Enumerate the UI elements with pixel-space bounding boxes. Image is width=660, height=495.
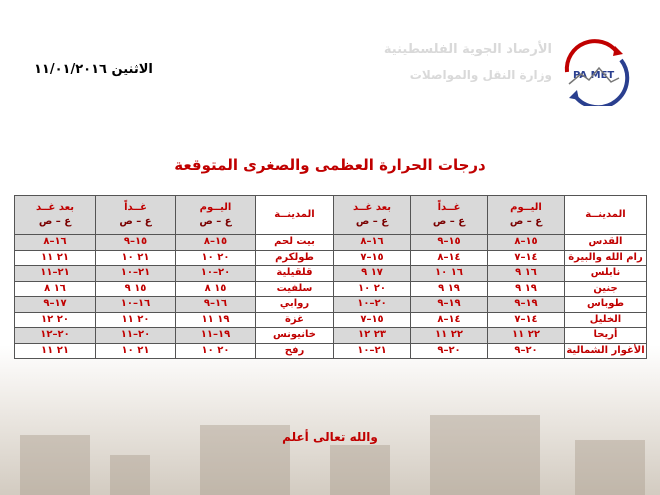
tomorrow-temp-cell: ٢٢ ١١	[411, 328, 488, 344]
today-temp-cell: ١٩–٩	[488, 297, 565, 313]
today-temp-cell: ١٤–٧	[488, 312, 565, 328]
forecast-date: الاثنين ١١/٠١/٢٠١٦	[34, 62, 153, 77]
city-cell: طوباس	[565, 297, 647, 313]
after-tomorrow-temp-cell: ١٥–٧	[334, 250, 411, 266]
today-temp-cell: ١٩ ٩	[488, 281, 565, 297]
table-row	[15, 235, 647, 251]
today-temp-cell: ٢٠ ١٠	[176, 343, 256, 359]
today-temp-cell: ٢٠ ١٠	[176, 250, 256, 266]
today-temp-cell: ٢٠–١٠	[176, 266, 256, 282]
table-row	[15, 281, 647, 297]
tomorrow-temp-cell: ٢٠–١١	[96, 328, 176, 344]
background-building	[575, 440, 645, 495]
col-city: المدينــة	[256, 196, 334, 235]
pamet-logo-icon	[555, 34, 635, 106]
today-temp-cell: ٢٠–٩	[488, 343, 565, 359]
tomorrow-temp-cell: ٢١ ١٠	[96, 343, 176, 359]
col-after-tomorrow: بعد غــد ع – ص	[15, 196, 96, 235]
today-temp-cell: ١٩–١١	[176, 328, 256, 344]
city-cell: أريحا	[565, 328, 647, 344]
temperature-table	[14, 195, 647, 359]
table-row	[15, 297, 647, 313]
header	[0, 30, 660, 110]
today-temp-cell: ١٥ ٨	[176, 281, 256, 297]
background-city-photo	[0, 345, 660, 495]
table-header-row	[15, 196, 647, 235]
tomorrow-temp-cell: ١٩ ٩	[411, 281, 488, 297]
tomorrow-temp-cell: ١٤–٨	[411, 312, 488, 328]
today-temp-cell: ١٤–٧	[488, 250, 565, 266]
today-temp-cell: ١٩ ١١	[176, 312, 256, 328]
after-tomorrow-temp-cell: ١٧ ٩	[334, 266, 411, 282]
after-tomorrow-temp-cell: ٢١–١١	[15, 266, 96, 282]
city-cell: الأغوار الشمالية	[565, 343, 647, 359]
tomorrow-temp-cell: ١٩–٩	[411, 297, 488, 313]
background-building	[110, 455, 150, 495]
tomorrow-temp-cell: ٢١–١٠	[96, 266, 176, 282]
city-cell: رام الله والبيرة	[565, 250, 647, 266]
page-title: درجات الحرارة العظمى والصغرى المتوقعة	[174, 156, 486, 174]
col-tomorrow: غــداً ع – ص	[96, 196, 176, 235]
after-tomorrow-temp-cell: ٢١–١٠	[334, 343, 411, 359]
col-today: اليــوم ع – ص	[176, 196, 256, 235]
after-tomorrow-temp-cell: ٢٠ ١٢	[15, 312, 96, 328]
city-cell: روابي	[256, 297, 334, 313]
tomorrow-temp-cell: ١٥–٩	[96, 235, 176, 251]
after-tomorrow-temp-cell: ٢١ ١١	[15, 343, 96, 359]
col-city: المدينــة	[565, 196, 647, 235]
city-cell: قلقيلية	[256, 266, 334, 282]
tomorrow-temp-cell: ١٦ ١٠	[411, 266, 488, 282]
tomorrow-temp-cell: ٢٠ ١١	[96, 312, 176, 328]
logo-text: PA MET	[573, 70, 615, 81]
after-tomorrow-temp-cell: ٢٣ ١٢	[334, 328, 411, 344]
background-building	[430, 415, 540, 495]
city-cell: بيت لحم	[256, 235, 334, 251]
city-cell: سلفيت	[256, 281, 334, 297]
after-tomorrow-temp-cell: ١٦–٨	[334, 235, 411, 251]
tomorrow-temp-cell: ١٦–١٠	[96, 297, 176, 313]
tomorrow-temp-cell: ١٥ ٩	[96, 281, 176, 297]
today-temp-cell: ١٦–٩	[176, 297, 256, 313]
city-cell: طولكرم	[256, 250, 334, 266]
city-cell: القدس	[565, 235, 647, 251]
today-temp-cell: ١٥–٨	[176, 235, 256, 251]
table-row	[15, 328, 647, 344]
after-tomorrow-temp-cell: ٢٠ ١٠	[334, 281, 411, 297]
after-tomorrow-temp-cell: ٢١ ١١	[15, 250, 96, 266]
tomorrow-temp-cell: ١٥–٩	[411, 235, 488, 251]
ministry-name: وزارة النقل والمواصلات	[409, 68, 552, 82]
city-cell: جنين	[565, 281, 647, 297]
col-today: اليــوم ع – ص	[488, 196, 565, 235]
closing-note: والله تعالى أعلم	[282, 430, 378, 444]
table-row	[15, 312, 647, 328]
col-tomorrow: غــداً ع – ص	[411, 196, 488, 235]
tomorrow-temp-cell: ١٤–٨	[411, 250, 488, 266]
city-cell: غزة	[256, 312, 334, 328]
city-cell: رفح	[256, 343, 334, 359]
today-temp-cell: ٢٢ ١١	[488, 328, 565, 344]
org-name: الأرصاد الجوية الفلسطينية	[383, 42, 552, 57]
after-tomorrow-temp-cell: ٢٠–١٢	[15, 328, 96, 344]
tomorrow-temp-cell: ٢١ ١٠	[96, 250, 176, 266]
table-row	[15, 266, 647, 282]
after-tomorrow-temp-cell: ١٧–٩	[15, 297, 96, 313]
city-cell: الخليل	[565, 312, 647, 328]
today-temp-cell: ١٦ ٩	[488, 266, 565, 282]
tomorrow-temp-cell: ٢٠–٩	[411, 343, 488, 359]
col-after-tomorrow: بعد غــد ع – ص	[334, 196, 411, 235]
background-building	[20, 435, 90, 495]
after-tomorrow-temp-cell: ١٦ ٨	[15, 281, 96, 297]
after-tomorrow-temp-cell: ١٥–٧	[334, 312, 411, 328]
table-row	[15, 343, 647, 359]
table-row	[15, 250, 647, 266]
after-tomorrow-temp-cell: ٢٠–١٠	[334, 297, 411, 313]
today-temp-cell: ١٥–٨	[488, 235, 565, 251]
city-cell: خانيونس	[256, 328, 334, 344]
after-tomorrow-temp-cell: ١٦–٨	[15, 235, 96, 251]
city-cell: نابلس	[565, 266, 647, 282]
background-building	[330, 445, 390, 495]
